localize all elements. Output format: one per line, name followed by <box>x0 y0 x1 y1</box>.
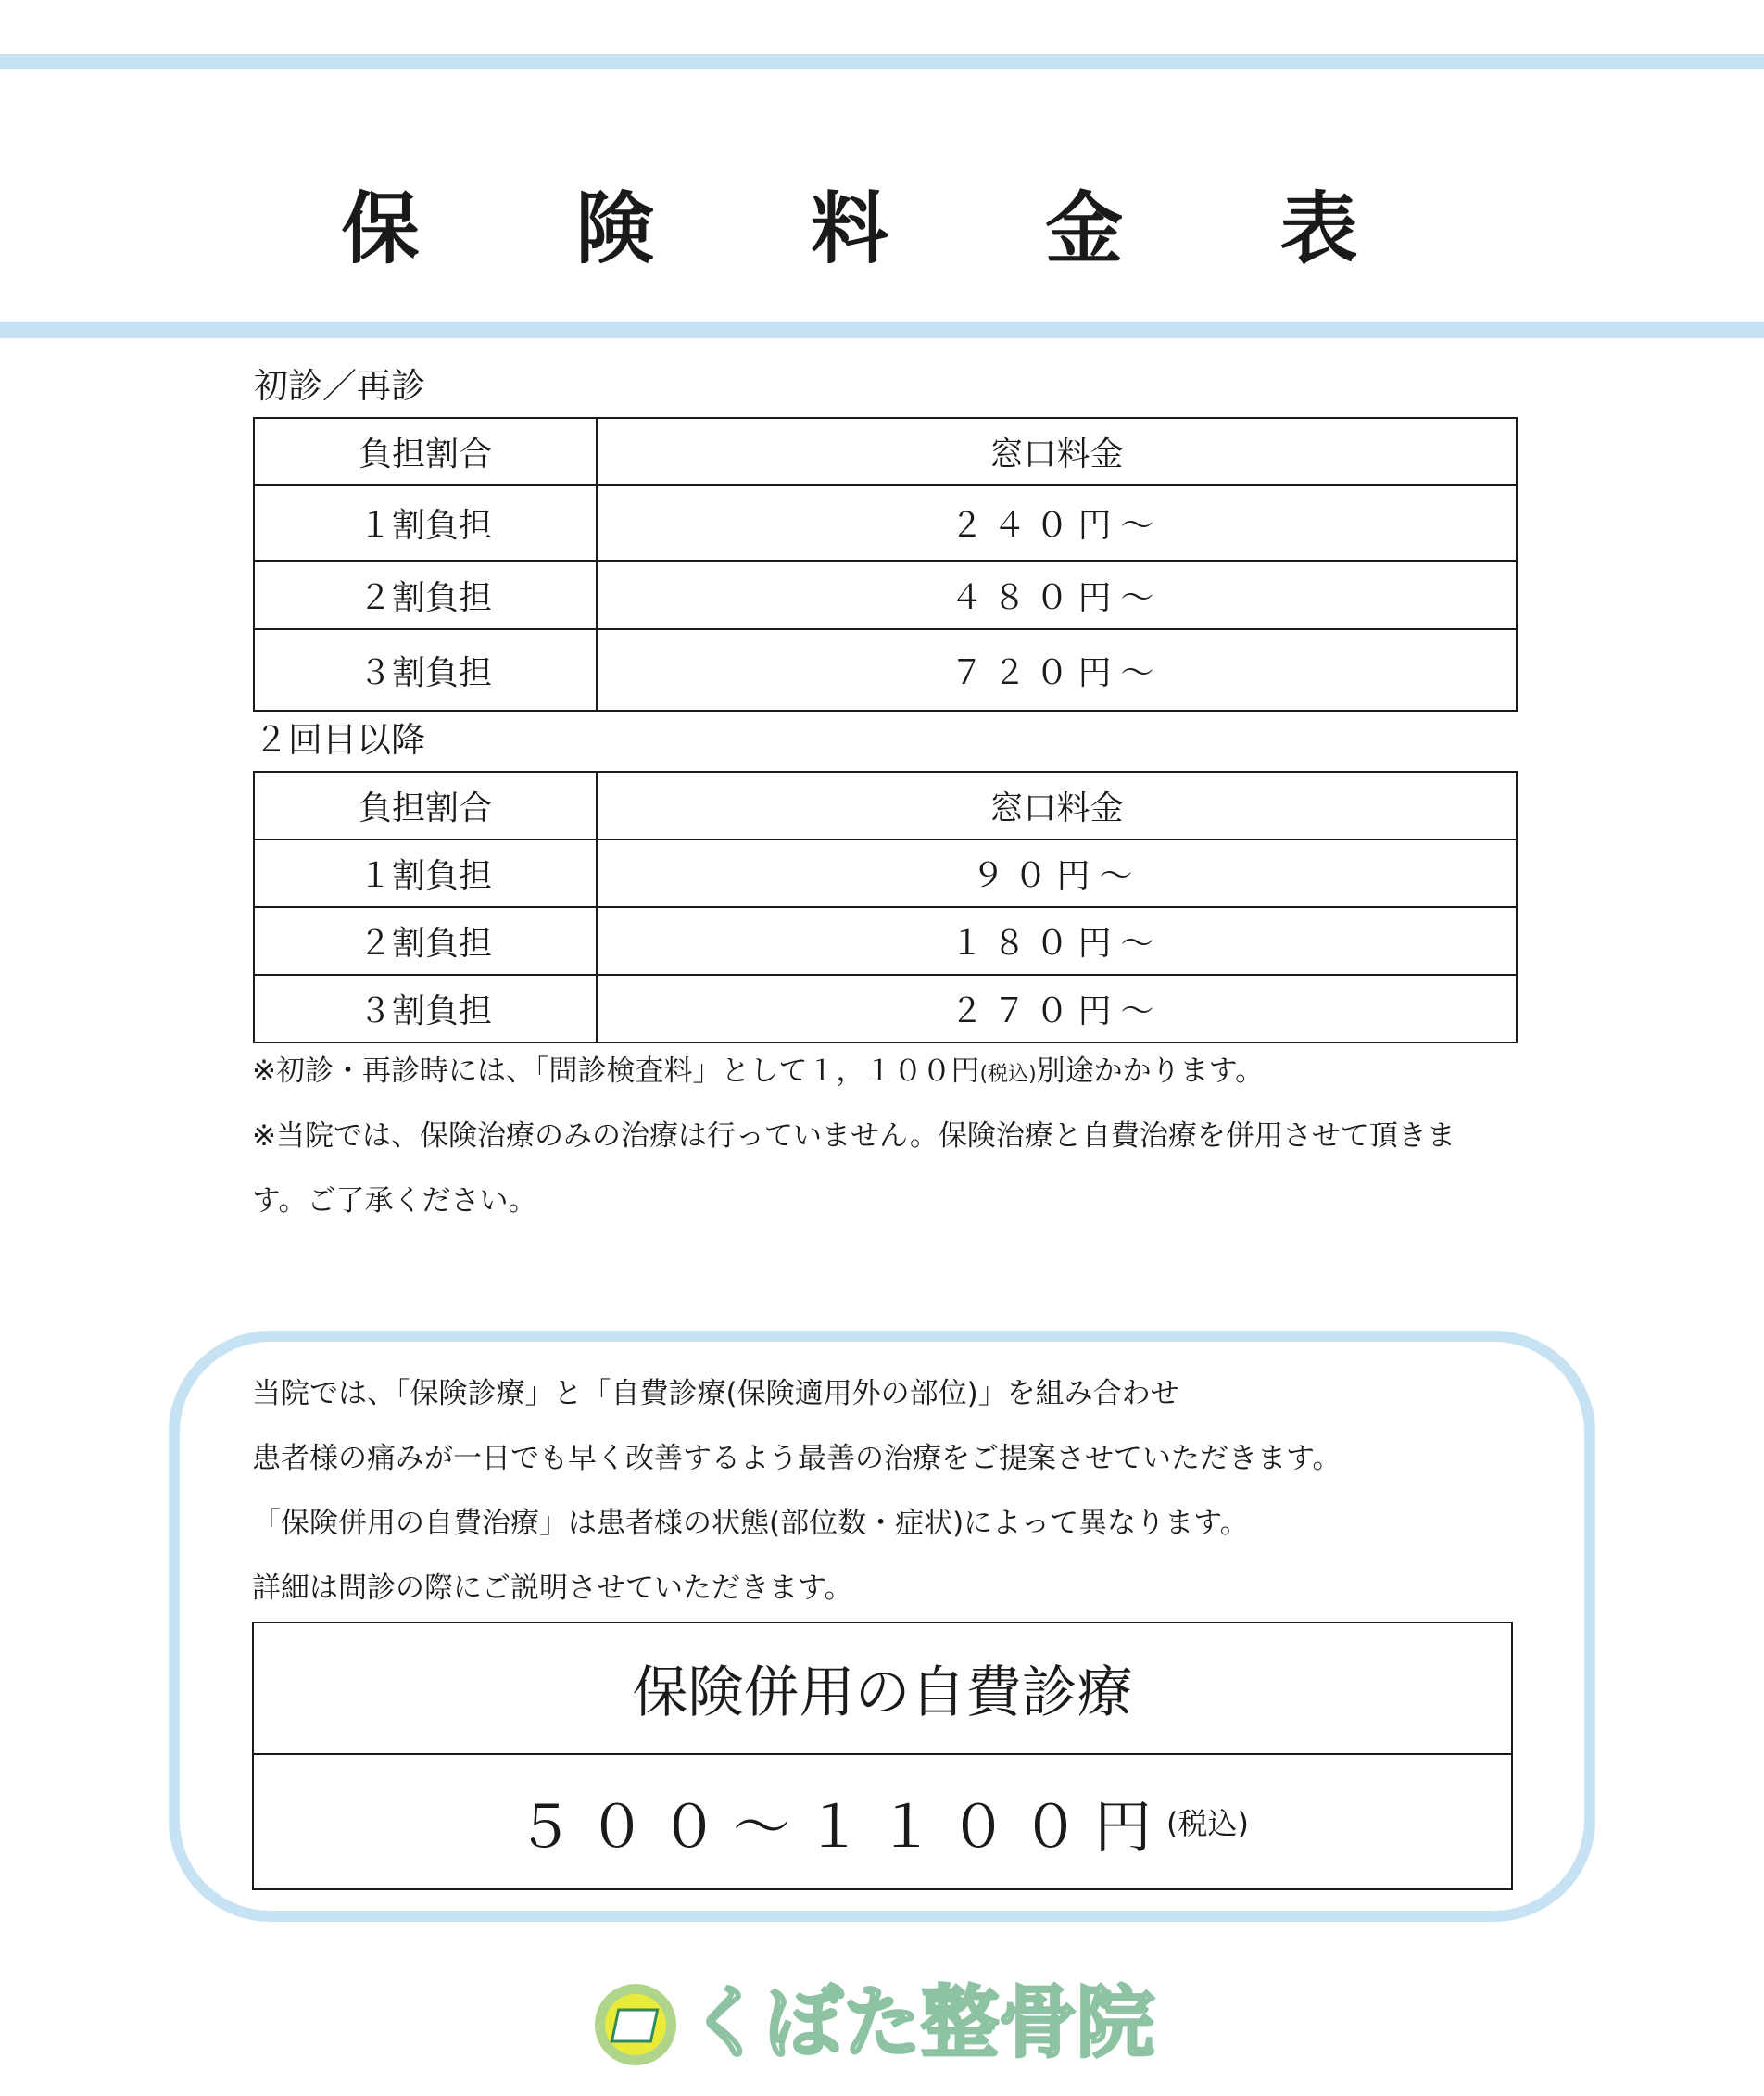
share-cell: １割負担 <box>254 840 597 907</box>
fee-cell: ７２０円～ <box>597 629 1517 711</box>
fee-cell: ２４０円～ <box>597 485 1517 561</box>
table-row <box>254 561 1517 629</box>
fee-cell: ２７０円～ <box>597 975 1517 1042</box>
clinic-name: くぼた整骨院 <box>687 1977 1155 2068</box>
note-tail-text: 別途かかります。 <box>1036 1054 1265 1088</box>
share-cell: ２割負担 <box>254 561 597 629</box>
info-line-3: 「保険併用の自費治療」は患者様の状態(部位数・症状)によって異なります。 <box>252 1507 1249 1540</box>
repeat-visit-fee-table <box>253 771 1518 1043</box>
info-line-2: 患者様の痛みが一日でも早く改善するよう最善の治療をご提案させていただきます。 <box>252 1442 1342 1475</box>
tax-included-label: (税込) <box>1166 1806 1249 1841</box>
combined-treatment-note-line1: ※当院では、保険治療のみの治療は行っていません。保険治療と自費治療を併用させて頂きま <box>252 1119 1455 1153</box>
info-line-4: 詳細は問診の際にご説明させていただきます。 <box>252 1572 853 1605</box>
header-share: 負担割合 <box>254 418 597 485</box>
share-cell: １割負担 <box>254 485 597 561</box>
first-visit-fee-table <box>253 417 1518 712</box>
inspection-fee-note <box>252 1054 1264 1089</box>
note-main-text: ※初診・再診時には、「問診検査料」として１，１００円 <box>252 1054 980 1088</box>
combined-treatment-note-line2: す。ご了承ください。 <box>252 1184 537 1218</box>
table-row <box>254 485 1517 561</box>
combined-self-pay-title: 保険併用の自費診療 <box>254 1623 1511 1755</box>
table-row <box>254 975 1517 1042</box>
share-cell: ３割負担 <box>254 975 597 1042</box>
table-row <box>254 840 1517 907</box>
page-title: 保 険 料 金 表 <box>341 183 1423 274</box>
top-decorative-band <box>0 54 1764 69</box>
price-range: ５００～１１００円 <box>516 1792 1167 1861</box>
table-header-row <box>254 772 1517 840</box>
header-share: 負担割合 <box>254 772 597 840</box>
tax-included-label: (税込) <box>979 1063 1037 1086</box>
share-cell: ２割負担 <box>254 907 597 975</box>
title-divider-band <box>0 322 1764 338</box>
fee-cell: １８０円～ <box>597 907 1517 975</box>
header-fee: 窓口料金 <box>597 418 1517 485</box>
table-header-row <box>254 418 1517 485</box>
first-visit-label: 初診／再診 <box>254 366 425 406</box>
combined-self-pay-price <box>254 1755 1511 1888</box>
repeat-visit-label: ２回目以降 <box>254 720 425 760</box>
combined-self-pay-box <box>252 1622 1513 1890</box>
header-fee: 窓口料金 <box>597 772 1517 840</box>
fee-cell: ４８０円～ <box>597 561 1517 629</box>
info-line-1: 当院では、「保険診療」と「自費診療(保険適用外の部位)」を組み合わせ <box>252 1377 1179 1410</box>
fee-cell: ９０円～ <box>597 840 1517 907</box>
table-row <box>254 907 1517 975</box>
clinic-logo-mark-icon <box>593 1982 678 2067</box>
table-row <box>254 629 1517 711</box>
share-cell: ３割負担 <box>254 629 597 711</box>
clinic-logo <box>593 1978 1186 2071</box>
